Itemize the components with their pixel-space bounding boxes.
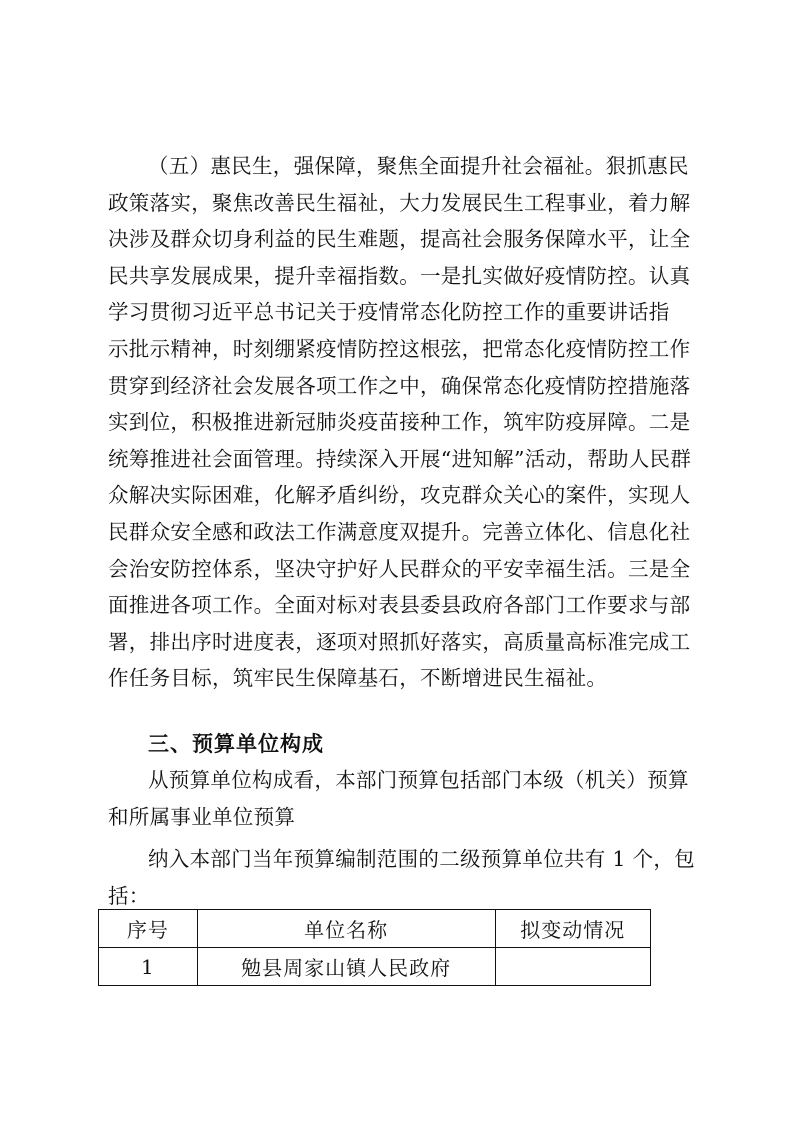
header-seq: 序号	[99, 910, 198, 948]
text-line: 政策落实，聚焦改善民生福祉，大力发展民生工程事业，着力解	[108, 190, 691, 215]
text-line: 纳入本部门当年预算编制范围的二级预算单位共有 1 个，包	[148, 847, 695, 872]
text-line: 民共享发展成果，提升幸福指数。一是扎实做好疫情防控。认真	[108, 263, 691, 288]
text-line: 民群众安全感和政法工作满意度双提升。完善立体化、信息化社	[108, 519, 691, 544]
text-line: 决涉及群众切身利益的民生难题，提高社会服务保障水平，让全	[108, 227, 691, 252]
text-line: 面推进各项工作。全面对标对表县委县政府各部门工作要求与部	[108, 593, 691, 618]
cell-planned-change	[495, 948, 650, 986]
text-line: 署，排出序时进度表，逐项对照抓好落实，高质量高标准完成工	[108, 629, 691, 654]
text-line: 从预算单位构成看，本部门预算包括部门本级（机关）预算	[148, 768, 689, 792]
text-line: 作任务目标，筑牢民生保障基石，不断增进民生福祉。	[108, 666, 608, 691]
section-heading: 三、预算单位构成	[148, 732, 324, 756]
cell-unit-name: 勉县周家山镇人民政府	[197, 948, 495, 986]
paragraph-budget-units	[108, 762, 695, 914]
text-line: 统筹推进社会面管理。持续深入开展“进知解”活动，帮助人民群	[108, 446, 692, 471]
table-row	[99, 948, 651, 986]
header-planned-change: 拟变动情况	[495, 910, 650, 948]
budget-units-table	[98, 909, 651, 986]
text-line: 会治安防控体系，坚决守护好人民群众的平安幸福生活。三是全	[108, 556, 691, 581]
cell-seq: 1	[99, 948, 198, 986]
text-line: 和所属事业单位预算	[108, 804, 296, 829]
text-line: 实到位，积极推进新冠肺炎疫苗接种工作，筑牢防疫屏障。二是	[108, 410, 691, 435]
table-header-row	[99, 910, 651, 948]
text-line: （五）惠民生，强保障，聚焦全面提升社会福祉。狠抓惠民	[148, 154, 689, 178]
header-unit-name: 单位名称	[197, 910, 495, 948]
text-line: 众解决实际困难，化解矛盾纠纷，攻克群众关心的案件，实现人	[108, 483, 691, 508]
paragraph-people-livelihood	[108, 148, 692, 697]
text-line: 学习贯彻习近平总书记关于疫情常态化防控工作的重要讲话指	[108, 300, 670, 325]
text-line: 括：	[108, 883, 150, 908]
text-line: 示批示精神，时刻绷紧疫情防控这根弦，把常态化疫情防控工作	[108, 336, 691, 361]
text-line: 贯穿到经济社会发展各项工作之中，确保常态化疫情防控措施落	[108, 373, 691, 398]
